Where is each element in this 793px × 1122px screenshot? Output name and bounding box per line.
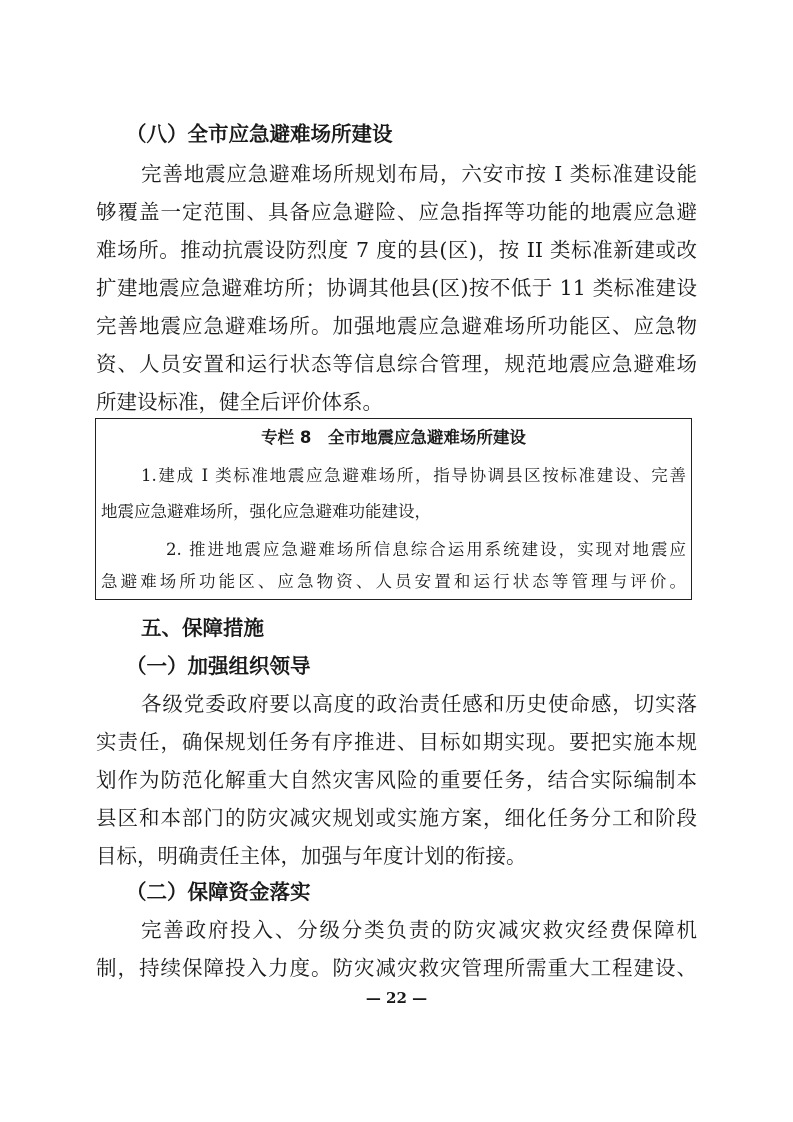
paragraph-line: 够覆盖一定范围、具备应急避险、应急指挥等功能的地震应急避 (96, 200, 697, 224)
paragraph-line: 县区和本部门的防灾减灾规划或实施方案，细化任务分工和阶段 (96, 806, 697, 830)
paragraph-line: 制，持续保障投入力度。防灾减灾救灾管理所需重大工程建设、 (96, 956, 697, 980)
page-number: — 22 — (365, 989, 428, 1007)
paragraph-line: 所建设标准，健全后评价体系。 (96, 390, 383, 414)
section-heading: （八）全市应急避难场所建设 (126, 122, 393, 146)
paragraph-line: 难场所。推动抗震设防烈度 7 度的县(区)，按 II 类标准新建或改 (96, 238, 697, 262)
subsection-heading: （一）加强组织领导 (126, 654, 311, 678)
paragraph-line: 划作为防范化解重大自然灾害风险的重要任务，结合实际编制本 (96, 768, 697, 792)
paragraph-line: 完善地震应急避难场所。加强地震应急避难场所功能区、应急物 (96, 314, 697, 338)
paragraph-line: 目标，明确责任主体，加强与年度计划的衔接。 (96, 844, 527, 868)
paragraph-line: 实责任，确保规划任务有序推进、目标如期实现。要把实施本规 (96, 730, 697, 754)
paragraph-line: 资、人员安置和运行状态等信息综合管理，规范地震应急避难场 (96, 352, 697, 376)
special-column-box (95, 418, 692, 600)
box-item-line: 2. 推进地震应急避难场所信息综合运用系统建设，实现对地震应 (166, 540, 686, 559)
part-heading: 五、保障措施 (141, 616, 264, 640)
paragraph-line: 完善地震应急避难场所规划布局，六安市按 I 类标准建设能 (141, 162, 697, 186)
paragraph-line: 各级党委政府要以高度的政治责任感和历史使命感，切实落 (141, 692, 697, 716)
box-title: 专栏 8 全市地震应急避难场所建设 (261, 428, 526, 447)
paragraph-line: 扩建地震应急避难坊所；协调其他县(区)按不低于 11 类标准建设 (96, 276, 697, 300)
subsection-heading: （二）保障资金落实 (126, 880, 311, 904)
paragraph-line: 完善政府投入、分级分类负责的防灾减灾救灾经费保障机 (141, 918, 697, 942)
box-item-line: 地震应急避难场所，强化应急避难功能建设， (101, 502, 431, 521)
box-item-line: 急避难场所功能区、应急物资、人员安置和运行状态等管理与评价。 (101, 572, 686, 591)
box-item-line: 1.建成 I 类标准地震应急避难场所，指导协调县区按标准建设、完善 (141, 466, 686, 485)
